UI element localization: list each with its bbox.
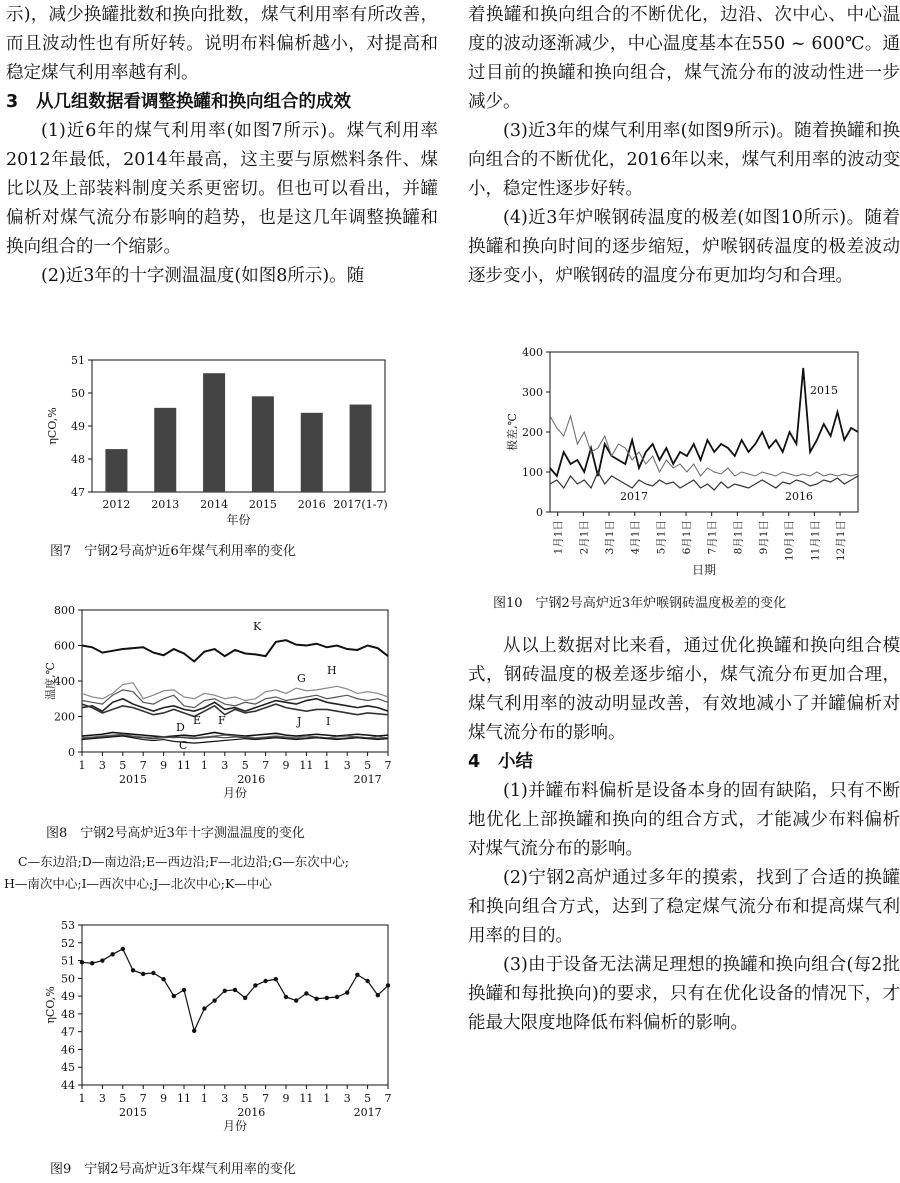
right-column-lower — [468, 632, 900, 1038]
fig8-xtick-label: 1 — [78, 759, 86, 772]
fig8-xtick-label: 7 — [384, 759, 392, 772]
fig9-plot-frame — [82, 925, 388, 1085]
fig9-point — [294, 998, 298, 1002]
fig7-xtick-label: 2012 — [102, 498, 131, 511]
fig8-legend-line2: H—南次中心;I—西次中心;J—北次中心;K—中心 — [4, 876, 272, 891]
fig8-year-label: 2015 — [119, 773, 147, 786]
fig8-series-label: C — [179, 739, 188, 752]
fig9-point — [345, 990, 349, 994]
fig8-series-label: K — [253, 620, 262, 633]
fig8-xtick-label: 9 — [160, 759, 168, 772]
fig10-xtick-label: 2月1日 — [578, 520, 591, 555]
fig9-point — [151, 971, 155, 975]
fig9-year-label: 2016 — [237, 1106, 266, 1119]
fig8-ytick-label: 800 — [54, 604, 75, 617]
fig7-xtick-label: 2014 — [200, 498, 229, 511]
section-title: 小结 — [498, 752, 533, 772]
fig7-xtick-label: 2016 — [297, 498, 326, 511]
fig7-ytick-label: 47 — [71, 486, 85, 499]
fig8-series-line — [82, 683, 388, 701]
fig8-series-label: E — [193, 714, 202, 727]
fig9-point — [376, 993, 380, 997]
fig8-chart — [40, 600, 410, 810]
fig9-xtick-label: 5 — [241, 1092, 249, 1105]
fig9-point — [121, 947, 125, 951]
fig8-legend-line1: C—东边沿;D—南边沿;E—西边沿;F—北边沿;G—东次中心; — [18, 854, 349, 869]
fig9-point — [233, 988, 237, 992]
fig9-point — [90, 961, 94, 965]
fig7-bar — [350, 405, 372, 492]
fig8-ytick-label: 0 — [68, 746, 75, 759]
fig8-xtick-label: 1 — [323, 759, 331, 772]
fig9-point — [182, 988, 186, 992]
fig9-xtick-label: 5 — [119, 1092, 127, 1105]
fig8-series-label: J — [297, 715, 302, 728]
fig9-point — [253, 983, 257, 987]
fig9-point — [314, 997, 318, 1001]
fig8-xtick-label: 5 — [364, 759, 372, 772]
fig10-caption: 图10 宁钢2号高炉近3年炉喉钢砖温度极差的变化 — [493, 596, 787, 611]
fig7-bar — [301, 413, 323, 492]
fig8-series-label: H — [327, 664, 337, 677]
fig9-xtick-label: 9 — [282, 1092, 290, 1105]
fig9-point — [325, 996, 329, 1000]
fig9-xtick-label: 3 — [221, 1092, 229, 1105]
fig8-xlabel: 月份 — [222, 786, 248, 800]
fig9-point — [212, 998, 216, 1002]
fig9-xtick-label: 11 — [299, 1092, 314, 1105]
fig10-ytick-label: 0 — [536, 506, 543, 519]
fig9-point — [274, 977, 278, 981]
fig9-ytick-label: 52 — [61, 936, 75, 950]
fig8-xtick-label: 5 — [119, 759, 127, 772]
fig9-chart — [40, 915, 410, 1150]
fig7-ytick-label: 49 — [71, 420, 85, 433]
fig9-ytick-label: 45 — [61, 1061, 75, 1075]
paragraph-conclusion-2: (2)宁钢2高炉通过多年的摸索，找到了合适的换罐和换向组合方式，达到了稳定煤气流分布和提高煤气利用率的目的。 — [468, 868, 900, 946]
fig10-annotation: 2017 — [620, 490, 648, 503]
fig9-xtick-label: 5 — [364, 1092, 372, 1105]
fig9-point — [192, 1029, 196, 1033]
fig9-point — [202, 1006, 206, 1010]
fig7-ylabel: ηCO,% — [46, 407, 59, 445]
fig10-xtick-label: 12月1日 — [835, 520, 848, 562]
fig9-ytick-label: 49 — [61, 990, 75, 1004]
fig7-bar — [154, 408, 176, 492]
fig9-ytick-label: 44 — [61, 1079, 75, 1092]
fig8-xtick-label: 7 — [139, 759, 147, 772]
paragraph-fig9-discussion: (3)近3年的煤气利用率(如图9所示)。随着换罐和换向组合的不断优化，2016年以来，煤气利用率的波动变小，稳定性逐步好转。 — [468, 121, 900, 199]
fig10-xtick-label: 7月1日 — [706, 520, 719, 555]
fig9-point — [80, 960, 84, 964]
fig9-point — [263, 979, 267, 983]
fig10-xtick-label: 4月1日 — [629, 520, 642, 555]
fig8-series-line — [82, 640, 388, 661]
paragraph-fig8-intro: (2)近3年的十字测温温度(如图8所示)。随 — [41, 266, 365, 286]
fig9-point — [284, 995, 288, 999]
fig10-xtick-label: 10月1日 — [783, 520, 796, 562]
fig9-point — [131, 968, 135, 972]
fig9-ytick-label: 48 — [61, 1007, 75, 1021]
fig7-bar — [203, 373, 225, 492]
paragraph-conclusion-3: (3)由于设备无法满足理想的换罐和换向组合(每2批换罐和每批换向)的要求，只有在优化设备的情况下，才能最大限度地降低布料偏析的影响。 — [468, 955, 900, 1033]
fig10-annotation: 2016 — [785, 490, 813, 503]
fig8-xtick-label: 7 — [262, 759, 270, 772]
fig10-xtick-label: 9月1日 — [758, 520, 771, 555]
fig7-ytick-label: 48 — [71, 453, 85, 466]
fig9-xtick-label: 3 — [343, 1092, 351, 1105]
fig8-ytick-label: 600 — [54, 639, 75, 653]
fig9-xtick-label: 9 — [160, 1092, 168, 1105]
paragraph-conclusion-1: (1)并罐布料偏析是设备本身的固有缺陷，只有不断地优化上部换罐和换向的组合方式，才能减少布料偏析对煤气流分布的影响。 — [468, 781, 900, 859]
left-column — [6, 0, 438, 291]
fig9-point — [243, 996, 247, 1000]
fig8-ytick-label: 400 — [54, 675, 75, 688]
fig9-point — [141, 972, 145, 976]
fig9-point — [365, 979, 369, 983]
fig10-plot-frame — [550, 352, 858, 512]
fig7-xtick-label: 2013 — [151, 498, 180, 511]
fig8-xtick-label: 3 — [343, 759, 351, 772]
section-3-heading — [6, 88, 438, 117]
fig9-ytick-label: 50 — [61, 972, 75, 986]
paragraph-continued: 示)，减少换罐批数和换向批数，煤气利用率有所改善，而且波动性也有所好转。说明布料偏析越小，对提高和稳定煤气利用率越有利。 — [6, 5, 438, 83]
fig9-xtick-label: 7 — [262, 1092, 270, 1105]
fig8-xtick-label: 9 — [282, 759, 290, 772]
fig10-xtick-label: 11月1日 — [809, 520, 822, 562]
fig7-chart — [40, 350, 400, 530]
fig8-caption: 图8 宁钢2号高炉近3年十字测温温度的变化 — [46, 826, 305, 841]
fig9-year-label: 2015 — [119, 1106, 147, 1119]
section-title: 从几组数据看调整换罐和换向组合的成效 — [36, 92, 351, 112]
fig7-bar — [105, 449, 127, 492]
paragraph-fig7-discussion: (1)近6年的煤气利用率(如图7所示)。煤气利用率2012年最低，2014年最高，这主要与原燃料条件、煤比以及上部装料制度关系更密切。但也可以看出，并罐偏析对煤气流分布影响的趋势，也是这几年调整换罐和换向组合的一个缩影。 — [6, 121, 438, 257]
section-number: 3 — [6, 92, 19, 112]
fig8-series-label: I — [326, 715, 331, 728]
fig9-xlabel: 月份 — [222, 1119, 248, 1133]
fig9-xtick-label: 7 — [384, 1092, 392, 1105]
fig7-caption: 图7 宁钢2号高炉近6年煤气利用率的变化 — [50, 544, 296, 559]
fig7-bar — [252, 396, 274, 492]
fig10-ytick-label: 400 — [522, 346, 543, 359]
fig8-xtick-label: 3 — [221, 759, 229, 772]
fig8-series-label: F — [218, 714, 226, 727]
fig7-ytick-label: 51 — [71, 354, 85, 367]
fig9-point — [100, 958, 104, 962]
right-column — [468, 0, 900, 291]
fig9-xtick-label: 11 — [177, 1092, 191, 1105]
fig7-xtick-label: 2015 — [248, 498, 277, 511]
fig9-ylabel: ηCO,% — [44, 986, 57, 1024]
fig8-xtick-label: 11 — [299, 759, 314, 772]
fig10-ytick-label: 300 — [522, 386, 543, 399]
fig10-xtick-label: 6月1日 — [681, 520, 694, 555]
fig10-xtick-label: 8月1日 — [732, 520, 745, 555]
fig9-xtick-label: 1 — [323, 1092, 331, 1105]
paragraph-fig10-discussion: (4)近3年炉喉钢砖温度的极差(如图10所示)。随着换罐和换向时间的逐步缩短，炉喉钢砖温度的极差波动逐步变小，炉喉钢砖的温度分布更加均匀和合理。 — [468, 208, 900, 286]
fig9-point — [335, 995, 339, 999]
section-number: 4 — [468, 752, 481, 772]
fig7-xlabel: 年份 — [226, 513, 251, 527]
fig8-xtick-label: 3 — [98, 759, 106, 772]
fig8-year-label: 2017 — [353, 773, 382, 786]
fig8-plot-frame — [82, 610, 388, 752]
fig9-ytick-label: 47 — [61, 1025, 75, 1039]
fig9-point — [161, 977, 165, 981]
fig8-ytick-label: 200 — [54, 710, 75, 724]
fig9-ytick-label: 51 — [61, 954, 75, 968]
fig7-plot-frame — [92, 360, 385, 492]
fig10-ytick-label: 100 — [522, 466, 543, 479]
fig9-point — [355, 973, 359, 977]
fig10-annotation: 2015 — [810, 384, 838, 397]
paragraph-summary-comparison: 从以上数据对比来看，通过优化换罐和换向组合模式，钢砖温度的极差逐步缩小，煤气流分布更加合理，煤气利用率的波动明显改善，有效地减小了并罐偏析对煤气流分布的影响。 — [468, 636, 900, 743]
fig8-xtick-label: 1 — [200, 759, 208, 772]
fig9-xtick-label: 3 — [98, 1092, 106, 1105]
fig8-year-label: 2016 — [237, 773, 266, 786]
fig10-chart — [500, 340, 870, 585]
fig9-xtick-label: 7 — [139, 1092, 147, 1105]
fig10-xlabel: 日期 — [691, 563, 717, 577]
fig9-ytick-label: 53 — [61, 919, 75, 932]
fig9-point — [172, 994, 176, 998]
fig8-ylabel: 温度,℃ — [44, 662, 57, 700]
fig10-xtick-label: 1月1日 — [552, 520, 565, 555]
fig8-series-label: D — [176, 721, 185, 734]
fig10-xtick-label: 5月1日 — [655, 520, 668, 555]
fig9-ytick-label: 46 — [61, 1043, 75, 1057]
fig7-ytick-label: 50 — [71, 387, 85, 400]
fig10-ylabel: 极差,℃ — [506, 413, 519, 451]
paragraph-fig8-discussion: 着换罐和换向组合的不断优化，边沿、次中心、中心温度的波动逐渐减少，中心温度基本在550 ~ 600℃。通过目前的换罐和换向组合，煤气流分布的波动性进一步减少。 — [468, 5, 900, 112]
fig8-series-label: G — [297, 672, 306, 685]
fig9-year-label: 2017 — [353, 1106, 382, 1119]
section-4-heading — [468, 748, 900, 777]
fig9-point — [304, 991, 308, 995]
fig10-ytick-label: 200 — [522, 426, 543, 439]
fig9-xtick-label: 1 — [78, 1092, 86, 1105]
fig9-point — [223, 989, 227, 993]
fig8-xtick-label: 11 — [177, 759, 191, 772]
fig9-point — [110, 952, 114, 956]
fig8-xtick-label: 5 — [241, 759, 249, 772]
fig9-point — [386, 983, 390, 987]
fig7-xtick-label: 2017(1-7) — [333, 498, 388, 511]
fig10-xtick-label: 3月1日 — [604, 520, 617, 555]
fig9-caption: 图9 宁钢2号高炉近3年煤气利用率的变化 — [50, 1162, 296, 1177]
fig9-xtick-label: 1 — [200, 1092, 208, 1105]
